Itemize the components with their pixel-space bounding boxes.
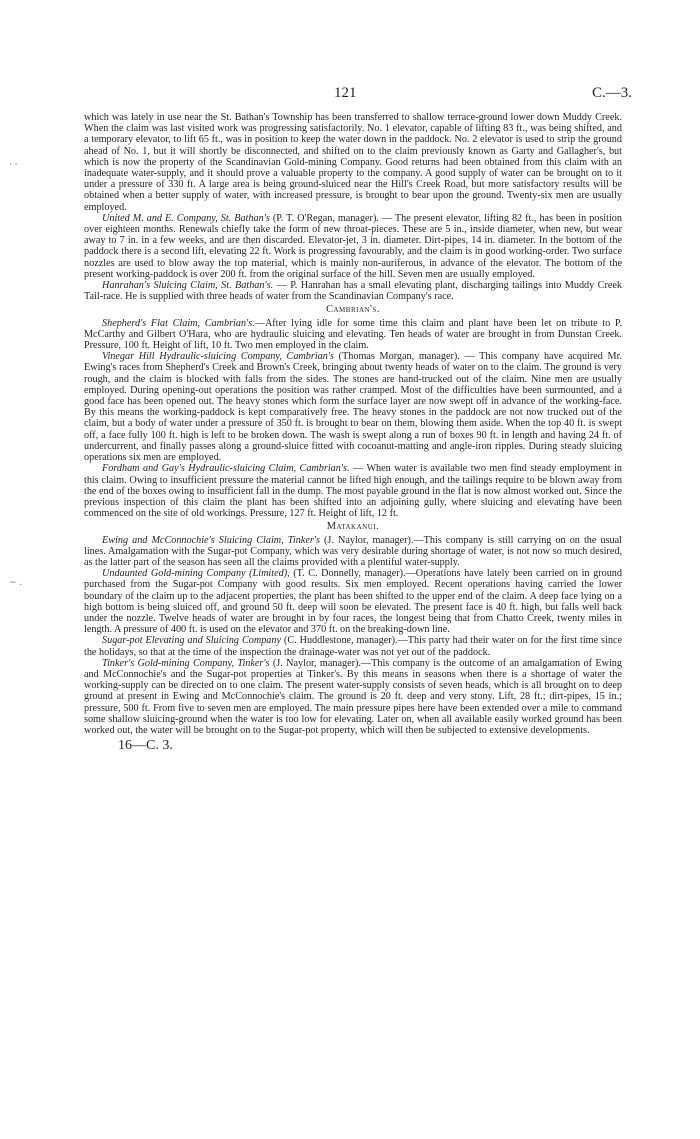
claim-paragraph (84, 351, 622, 463)
claim-text: (Thomas Morgan, manager). — This company have acquired Mr. Ewing's races from Shepherd's Creek and Brown's Creek, bringing about twenty heads of water on to the claim. The ground is very rough, and the claim is blocked with falls from the sides. The stones are hand-trucked out of the claim. Nine men are usually employed. During opening-out operations the position was rather cramped. Most of the difficulties have been surmounted, and a good face has been opened out. The heavy stones which form the surface layer are now swept off in advance of the working-face. By this means the working-paddock is kept comparatively free. The heavy stones in the paddock are not now trucked out of the claim, but a body of water under a pressure of 350 ft. is brought to bear on them, blowing them aside. When the top 40 ft. is swept off, a face fully 100 ft. high is left to be broken down. The wash is swept along a run of boxes 90 ft. in length and having 24 ft. of undercurrent, and finally passes along a ground-sluice fitted with cocoanut-matting and angle-iron ripples. During steady sluicing operations six men are employed. (84, 351, 622, 464)
claim-text: — P. Hanrahan has a small elevating plant, discharging tailings into Muddy Creek Tail-race. He is supplied with three heads of water from the Scandinavian Company's race. (84, 280, 622, 303)
claim-name: Hanrahan's Sluicing Claim, St. Bathan's. (102, 280, 274, 292)
claim-name: Undaunted Gold-mining Company (Limited), (102, 568, 290, 580)
claim-name: Tinker's Gold-mining Company, Tinker's (102, 657, 270, 669)
claim-paragraph (84, 635, 622, 657)
page-number: 121 (334, 85, 357, 101)
claim-name: Shepherd's Flat Claim, Cambrian's. (102, 317, 255, 329)
claim-name: Vinegar Hill Hydraulic-sluicing Company, Cambrian's (102, 351, 335, 363)
claim-text: (C. Huddlestone, manager).—This party had their water on for the first time since the holidays, so that at the time of the inspection the drainage-water was not yet out of the paddock. (84, 635, 622, 658)
sheet-reference: 16—C. 3. (118, 738, 173, 754)
report-body (84, 112, 622, 754)
claim-paragraph (84, 213, 622, 280)
claim-name: Sugar-pot Elevating and Sluicing Company (102, 635, 281, 647)
series-reference: C.—3. (591, 85, 632, 101)
claim-paragraph (84, 535, 622, 569)
claim-name: Ewing and McConnochie's Sluicing Claim, Tinker's (102, 534, 320, 546)
claim-text: — When water is available two men find steady employment in this claim. Owing to insufficient pressure the material cannot be lifted high enough, and the tailings require to be blown away from the end of the boxes owing to insufficient fall in the dump. The most payable ground in the flat is now almost worked out. Since the previous inspection of this claim the plant has been shifted into an adjoining gully, where sluicing and elevating have been commenced on the site of old workings. Pressure, 127 ft. Height of lift, 12 ft. (84, 463, 622, 520)
claim-text: (J. Naylor, manager).—This company is the outcome of an amalgamation of Ewing and McConnochie's and the Sugar-pot properties at Tinker's. By this means in seasons when there is a shortage of water the working-supply can be directed on to one claim. The present water-supply consists of seven heads, which is all brought on to deep ground at present in Ewing and McConnochie's claim. The ground is 20 ft. deep and very stony. Lift, 28 ft.; dirt-pipes, 15 in.; pressure, 500 ft. From five to seven men are employed. The main pressure pipes here have been extended over a mile to command some shallow sluicing-ground when the water is too low for elevating. Later on, when all available easily worked ground has been worked out, the water will be brought on to the Sugar-pot property, which will then be subjected to extensive developments. (84, 657, 622, 736)
claim-text: —After lying idle for some time this claim and plant have been let on tribute to P. McCarthy and Gilbert O'Hara, who are hydraulic sluicing and elevating. Ten heads of water are brought in from Dunstan Creek. Pressure, 100 ft. Height of lift, 10 ft. Two men employed in the claim. (84, 317, 622, 352)
claim-paragraph (84, 318, 622, 352)
claim-paragraph (84, 463, 622, 519)
section-heading-cambrians: Cambrian's. (326, 304, 380, 316)
margin-mark-ink: ~ . (9, 578, 23, 588)
page-header (0, 85, 700, 107)
section-heading-matakanui: Matakanui. (326, 521, 380, 533)
claim-paragraph (84, 658, 622, 736)
intro-paragraph: which was lately in use near the St. Bathan's Township has been transferred to shallow terrace-ground lower down Muddy Creek. When the claim was last visited work was progressing satisfactorily. No. 1 elevator, capable of lifting 83 ft., was being shifted, and a temporary elevator, to lift 65 ft., was in position to keep the water down in the paddock. No. 2 elevator is used to strip the ground ahead of No. 1, but it will shortly be disconnected, and shifted on to the claim previously known as Garty and Gallagher's, but which is now the property of the Scandinavian Gold-mining Company. Good returns had been obtained from this claim with an inadequate water-supply, and it should prove a valuable property to the company. A good supply of water can be brought on to it under a pressure of 330 ft. A large area is being ground-sluiced near the Hill's Creek Road, but more satisfactory results will be obtained when a better supply of water, with increased pressure, is brought to bear upon the ground. Twenty-six men are usually employed. (84, 112, 622, 213)
margin-mark-ink: · · (9, 160, 18, 170)
claim-name: United M. and E. Company, St. Bathan's (102, 212, 270, 224)
claim-text: (P. T. O'Regan, manager). — The present elevator, lifting 82 ft., has been in position over eighteen months. Renewals chiefly take the form of new throat-pieces. These are 5 in., inside diameter, when new, but wear away to 7 in. in a few weeks, and are then discarded. Elevator-jet, 3 in. diameter. Dirt-pipes, 14 in. diameter. In the bottom of the paddock there is a second lift, elevating 22 ft. Work is progressing favourably, and the claim is in good working-order. Two surface nozzles are used to blow away the top material, which is mainly non-auriferous, in advance of the elevator. The bottom of the present working-paddock is over 200 ft. from the original surface of the hill. Seven men are usually employed. (84, 212, 622, 280)
claim-paragraph (84, 568, 622, 635)
claim-text: (J. Naylor, manager).—This company is still carrying on on the usual lines. Amalgamation with the Sugar-pot Company, which was very desirable during shortage of water, is not now so much desired, as the latter part of the season has seen all the claims provided with a plentiful water-supply. (84, 534, 622, 568)
claim-text: (T. C. Donnelly, manager).—Operations have lately been carried on in ground purchased from the Sugar-pot Company with good results. Six men employed. Recent operations having carried the lower boundary of the claim up to the adjacent properties, the plant has been shifted to the upper end of the claim. A deep face lying on a high bottom is being sluiced off, and ground 50 ft. deep will soon be elevated. The present face is 40 ft. high, but falls well back under the nozzle. Twelve heads of water are brought in by four races, the longest being that from Chatto Creek, twenty miles in length. A pressure of 400 ft. is used on the elevator and 370 ft. on the breaking-down line. (84, 568, 622, 636)
claim-name: Fordham and Gay's Hydraulic-sluicing Claim, Cambrian's. (102, 463, 350, 475)
claim-paragraph (84, 280, 622, 302)
